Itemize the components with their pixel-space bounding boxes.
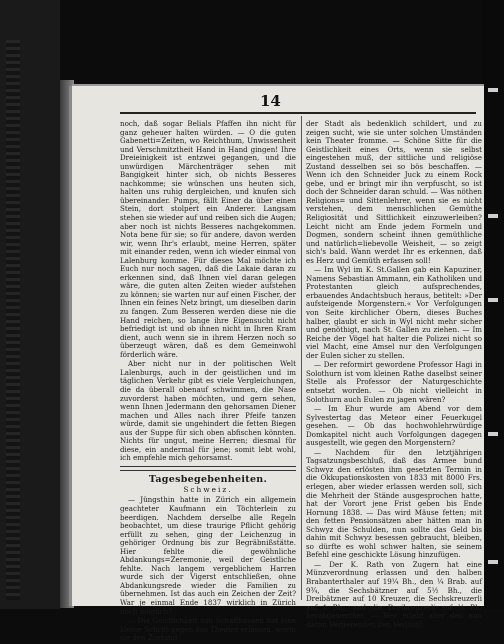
column-divider [301, 116, 302, 600]
book-binding-edge [6, 40, 20, 600]
section-divider [120, 466, 296, 471]
news-item: — Im Ehur wurde am Abend vor dem Sylvestertag das Meteor einer Feuerkugel gesehen. — Ob das hochwohlehrwürdige Domkapitel nicht auch Vorfolgungen dagegen ausgestellt, wie gegen den Morgenstern? [306, 404, 482, 448]
scanner-left-margin [0, 0, 60, 609]
right-column [306, 120, 482, 630]
article-paragraph: noch, daß sogar Belials Pfaffen ihn nicht für ganz geheuer halten würden. — O die guten Gabenetti=Zeiten, wo Reichthum, Unwissenheit und Verschmitztheit Hand in Hand gingen! Ihre Dreieinigkeit ist entzwei gegangen, und die unwürdigen Märchenträger sehen mit Bangigkeit hinter sich, ob nichts Besseres nachkomme; sie wünschen uns heuten sich, halten uns ruhig dergleichen, und knufen sich übereinander. Pumps, fällt Einer da über einen Stein, dort stolpert ein Anderer. Langsam stehen sie wieder auf und reiben sich die Augen; aber noch ist nichts Besseres nachgekommen. Nota bene für sie; so für andere, davon werden wir, wenn Ihr's erlaubt, meine Herren, später mit einander reden, wenn ich wieder einmal von Lalenburg komme. Für dieses Mal möchte ich Euch nur noch sagen, daß die Lakaie daran zu erkennen sind, daß Ihnen viel daran gelegen wäre, die guten alten Zeiten wieder aufstehen zu können; sie warten nur auf einen Fischer, der Ihnen ein feines Netz bringt, um dieselben darin zu fangen. Zum Besseren werden diese nie die Hand reichen, so lange ihre Eigensucht nicht befriedigt ist und ob ihnen nicht in Ihren Kram dient, auch wenn sie in ihrem Herzen noch so überzeugt wären, daß es dem Gemeinwohl förderlich wäre. [120, 119, 296, 359]
newspaper-page [72, 86, 484, 643]
page-header [72, 88, 484, 114]
edge-mark [488, 88, 498, 92]
page-number: 14 [260, 92, 281, 110]
news-item: — Nachdem für den letztjährigen Tagsatzungsbeschluß, daß das Armee bund Schwyz den erlösten ihm gesetzten Termin in die Okkupationskosten von 1833 mit 8000 Frs. erlegen, aber wieder erlassen werden soll, sich die Mehrheit der Stände ausgesprochen hatte, hat der Vorort jene Frist geben bis Ende Hornung 1838. — Das wird Mäuse fetten; mit den fetten Pensionsätzen aber hätten man in Schwyz die Schulden, nun sollte das Geld bis dahin mit Schwyz besessen gebraucht, bleiben, so dürfte es wohl schwer halten, sie seinem Befehl eine geschickte Lösung hinzufügen. [306, 447, 482, 560]
section-title: Tagesbegebenheiten. [148, 473, 268, 485]
section-subtitle: Schweiz. [183, 484, 233, 494]
news-item: der Stadt als bedenklich schildert, und zu zeigen sucht, wie sie unter solchen Umständen kein Theater fromme. — Schöne Sitte für die Geistlichkeit eines Orts, wenn sie selbst eingestehen muß, der sittliche und religiöse Zustand desselben sei so bös beschaffen. — Wenn ich den Schneider Juck zu einem Rock gebe, und er bringt mir ihn verpfuscht, so ist doch der Schneider daran schuld. — Was nöthen Religions= und Sittenlehrer, wenn sie es nicht verstehen, dem menschlichen Gemüthe Religiosität und Sittlichkeit einzuwerleiben? Leicht nicht am Ende jedem Formeln und Dogmen, sondern scheint ihnen gemüthliche und natürlich=liebevolle Weisheit, — so zeigt sich's bald. Wann werdet Ihr es erkennen, daß es Herz und Gemüth erfassen soll! [306, 119, 482, 265]
header-rule [120, 112, 476, 114]
news-item: — Jüngsthin hatte in Zürich ein allgemein geachteter Kaufmann ein Töchterlein zu beerdigen. Nachdem derselbe alle Regeln beobachtet, um diese traurige Pflicht gehörig erfüllt zu sehen, ging der Leichenzug in gehöriger Ordnung bis zur Begräbnißstätte. Hier fehlte die gewöhnliche Abdankungs=Zeremonie, weil der Geistliche fehlte. Nach langem vergeblichem Harren wurde sich der Vigerst entschließen, ohne Abdankungsrede wieder die Familien zu übernehmen. Ist das auch ein Zeichen der Zeit? War je einmal Ende 1837 wirklich in Zürich noch möglich? [120, 495, 296, 616]
news-item: — Der reformirt gewordene Professor Hagi in Solothurn ist vom kleinen Rathe daselbst seiner Stelle als Professor der Naturgeschichte entsetzt worden. — Ob nicht vielleicht in Solothurn auch Eulen zu jagen wären? [306, 360, 482, 404]
scanner-right-margin [482, 0, 504, 609]
news-item: — Die Geistlichkeit von Schaffhausen hat eine kleine Schrift gegen das Theater erlassen, worin sie den Zustand [120, 616, 296, 643]
edge-mark [488, 560, 498, 564]
left-column [120, 120, 296, 644]
article-paragraph: Aber nicht nur in der politischen Welt Lalenburgs, auch in der geistlichen und im täglichen Verkehr gibt es viele Vergleichungen, die da überall obenauf schwimmen, die Nase zuvorderst haben möchten, und gern sehen, wenn Ihnen Jedermann den gehorsamen Diener machen und Alles nach ihrer Pfeife tanzen würde, damit sie ungehindert die fetten Biegen aus der Suppe für sich oben abfischen könnten. Nichts für ungut, meine Herren; diesmal für diese, ein andermal für jene; somit lebt wohl, ich empfehle mich gehorsamst. [120, 359, 296, 463]
edge-mark [488, 298, 498, 302]
news-item: — Der K. Rath von Zugern hat eine Münzverordnung erlassen und den halben Brabanterthaler auf 19¼ Bh., den ¼ Brab. auf 9¾, die Sechsbätzner auf 5½ Bh., die Dreibätzner auf 10 Kreuzer, die Sechskreuzerli auf 1 Bh., und die Dreikreuzerli auf ½ Bh. herabgewerthet. — Wer erlebt aber den nun daran Verlierenden den Verlust? [306, 559, 482, 629]
news-item: — Im Wyl im K. St.Gallen gab ein Kapuziner, Namens Sebastian Ammann, ein Katholiken und Protestanten gleich aufsprechendes, erbauendes Andachtsbuch heraus, betitelt: »Der aufsteigende Morgenstern.« Vor Verfolgungen von Seite kirchlicher Obern, dieses Buches halber, glaubt er sich in Wyl nicht mehr sicher und genöthigt, nach St. Gallen zu ziehen. — Im Reiche der Vögel hat halter die Polizei nicht so viel Macht, eine Amsel nur den Verfolgungen der Eulen sicher zu stellen. [306, 265, 482, 360]
edge-mark [488, 432, 498, 436]
edge-mark [488, 214, 498, 218]
